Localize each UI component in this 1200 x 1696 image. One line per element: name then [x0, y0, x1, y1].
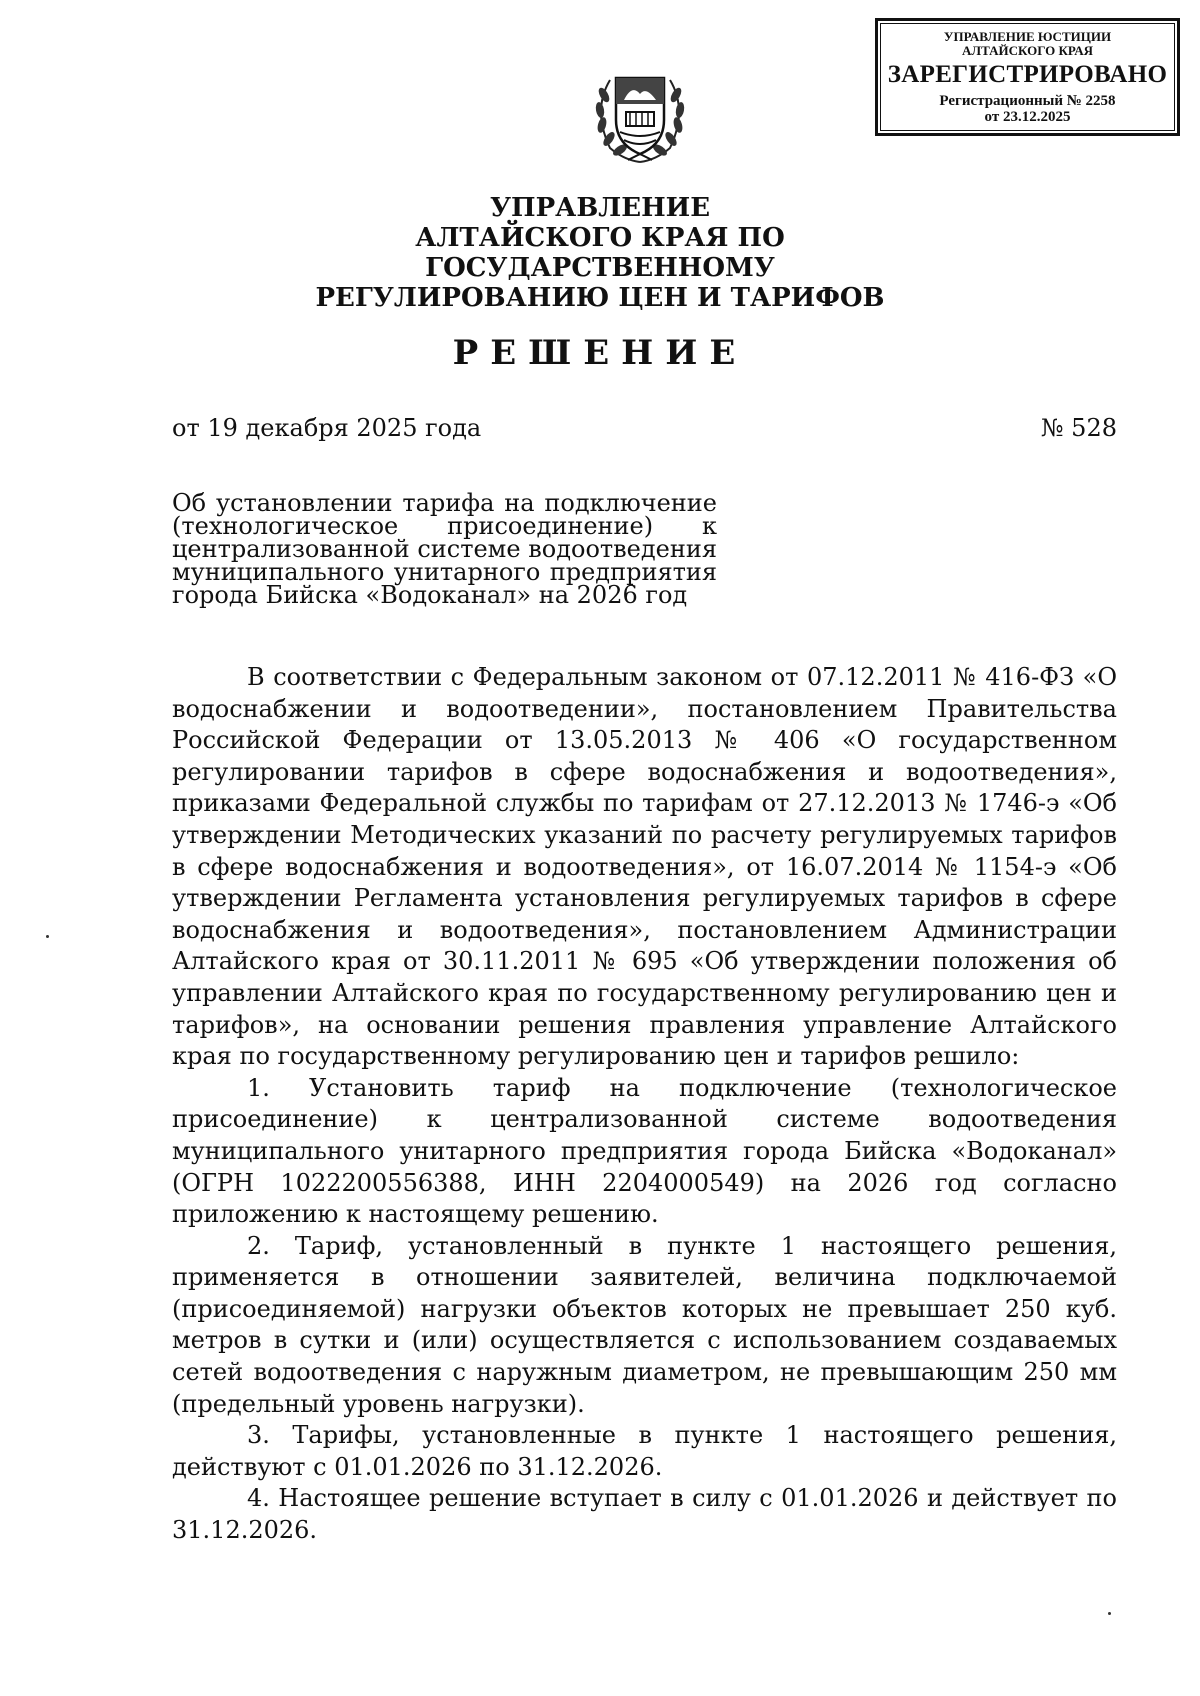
stamp-reg-number: Регистрационный № 2258: [939, 92, 1116, 109]
document-date: от 19 декабря 2025 года: [172, 414, 482, 442]
clause-4-paragraph: 4. Настоящее решение вступает в силу с 01.01.2026 и действует по 31.12.2026.: [172, 1484, 1117, 1545]
header-line1: УПРАВЛЕНИЕ: [489, 193, 711, 223]
scan-speck: [1108, 1612, 1111, 1615]
preamble-paragraph: В соответствии с Федеральным законом от 07.12.2011 № 416-ФЗ «О водоснабжении и водоотведении», постановлением Правительства Российской Федерации от 13.05.2013 № 406 «О государственном регулировании тарифов в сфере водоснабжения и водоотведения», приказами Федеральной службы по тарифам от 27.12.2013 № 1746-э «Об утверждении Методических указаний по расчету регулируемых тарифов в сфере водоснабжения и водоотведения», от 16.07.2014 № 1154-э «Об утверждении Регламента установления регулируемых тарифов в сфере водоснабжения и водоотведения», постановлением Администрации Алтайского края от 30.11.2011 № 695 «Об утверждении положения об управлении Алтайского края по государственному регулированию цен и тарифов», на основании решения правления управление Алтайского края по государственному регулированию цен и тарифов решило:: [172, 663, 1117, 1071]
stamp-org-line1: УПРАВЛЕНИЕ ЮСТИЦИИ: [943, 29, 1112, 44]
document-subject: Об установлении тарифа на подключение (технологическое присоединение) к централизованной системе водоотведения муниципального унитарного предприятия города Бийска «Водоканал» на 2026 год: [172, 489, 717, 609]
stamp-status: ЗАРЕГИСТРИРОВАНО: [887, 61, 1168, 89]
document-type-title: РЕШЕНИЕ: [452, 333, 748, 373]
registration-stamp-inner: [880, 23, 1175, 131]
altai-coat-of-arms-icon: [580, 50, 700, 170]
clause-3-paragraph: 3. Тарифы, установленные в пункте 1 настоящего решения, действуют с 01.01.2026 по 31.12.2026.: [172, 1421, 1117, 1481]
header-line2: АЛТАЙСКОГО КРАЯ ПО ГОСУДАРСТВЕННОМУ: [415, 223, 785, 283]
registration-stamp: [875, 18, 1180, 136]
header-line3: РЕГУЛИРОВАНИЮ ЦЕН И ТАРИФОВ: [315, 283, 885, 313]
scan-speck: [46, 935, 49, 938]
document-number: № 528: [1040, 414, 1117, 442]
date-number-line: [172, 414, 1117, 442]
document-body: [172, 662, 1117, 1547]
stamp-org-line2: АЛТАЙСКОГО КРАЯ: [962, 42, 1093, 58]
clause-1-paragraph: 1. Установить тариф на подключение (технологическое присоединение) к централизованной системе водоотведения муниципального унитарного предприятия города Бийска «Водоканал» (ОГРН 1022200556388, ИНН 2204000549) на 2026 год согласно приложению к настоящему решению.: [172, 1073, 1117, 1229]
issuer-header: [250, 193, 950, 313]
stamp-reg-date: от 23.12.2025: [984, 109, 1071, 126]
clause-2-paragraph: 2. Тариф, установленный в пункте 1 настоящего решения, применяется в отношении заявителей, величина подключаемой (присоединяемой) нагрузки объектов которых не превышает 250 куб. метров в сутки и (или) осуществляется с использованием создаваемых сетей водоотведения с наружным диаметром, не превышающим 250 мм (предельный уровень нагрузки).: [172, 1231, 1117, 1418]
